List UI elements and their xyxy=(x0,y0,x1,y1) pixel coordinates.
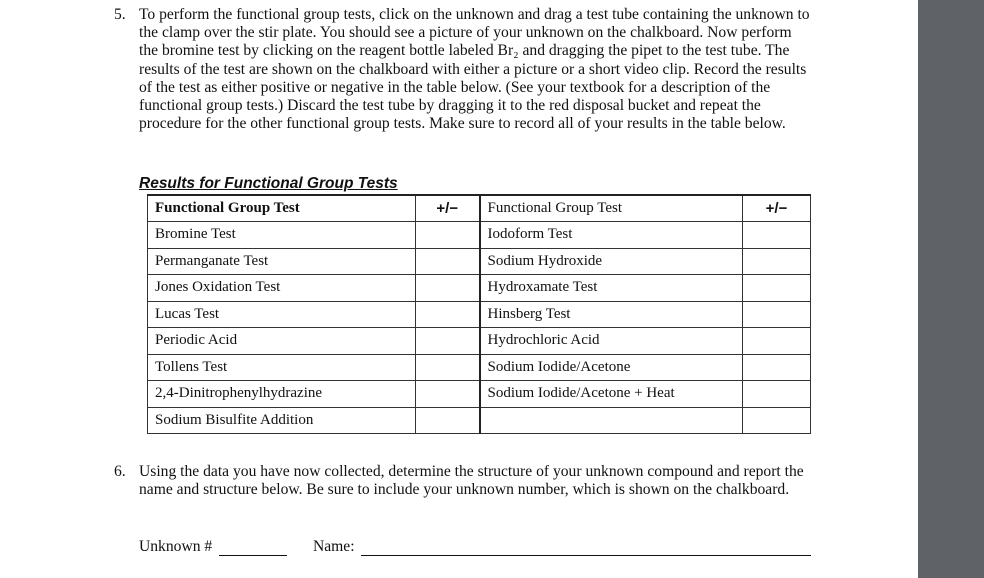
test-name-cell: Lucas Test xyxy=(148,301,416,328)
result-cell[interactable] xyxy=(743,275,811,302)
result-cell[interactable] xyxy=(743,222,811,249)
test-name-cell: Tollens Test xyxy=(148,354,416,381)
results-table-title: Results for Functional Group Tests xyxy=(139,175,398,192)
name-label: Name: xyxy=(313,538,355,555)
table-row xyxy=(148,222,811,249)
unknown-number-blank[interactable] xyxy=(219,555,287,556)
name-blank[interactable] xyxy=(361,555,811,556)
test-name-cell: Permanganate Test xyxy=(148,248,416,275)
result-cell[interactable] xyxy=(416,248,480,275)
table-header-cell: +/− xyxy=(416,195,480,222)
result-cell[interactable] xyxy=(743,301,811,328)
table-row xyxy=(148,301,811,328)
result-cell[interactable] xyxy=(743,354,811,381)
question-6-number: 6. xyxy=(114,463,126,480)
test-name-cell: Hinsberg Test xyxy=(480,301,743,328)
test-name-cell: Sodium Iodide/Acetone + Heat xyxy=(480,381,743,408)
table-row xyxy=(148,407,811,434)
table-row xyxy=(148,275,811,302)
result-cell[interactable] xyxy=(416,275,480,302)
test-name-cell xyxy=(480,407,743,434)
result-cell[interactable] xyxy=(743,248,811,275)
unknown-number-label: Unknown # xyxy=(139,538,213,555)
result-cell[interactable] xyxy=(416,381,480,408)
test-name-cell: Hydrochloric Acid xyxy=(480,328,743,355)
table-header-row xyxy=(148,195,811,222)
result-cell[interactable] xyxy=(416,222,480,249)
test-name-cell: 2,4-Dinitrophenylhydrazine xyxy=(148,381,416,408)
test-name-cell: Hydroxamate Test xyxy=(480,275,743,302)
viewer-gutter xyxy=(918,0,984,578)
test-name-cell: Periodic Acid xyxy=(148,328,416,355)
test-name-cell: Jones Oxidation Test xyxy=(148,275,416,302)
table-header-cell: +/− xyxy=(743,195,811,222)
result-cell[interactable] xyxy=(743,328,811,355)
table-header-cell: Functional Group Test xyxy=(148,195,416,222)
question-5-number: 5. xyxy=(114,6,126,23)
table-row xyxy=(148,248,811,275)
result-cell[interactable] xyxy=(416,407,480,434)
question-6-text: Using the data you have now collected, determine the structure of your unknown compound and report the name and structure below. Be sure to include your unknown number, which is shown on the chalkboard. xyxy=(139,463,804,499)
results-table xyxy=(147,194,811,434)
table-header-cell: Functional Group Test xyxy=(480,195,743,222)
result-cell[interactable] xyxy=(416,301,480,328)
table-row xyxy=(148,354,811,381)
test-name-cell: Sodium Bisulfite Addition xyxy=(148,407,416,434)
result-cell[interactable] xyxy=(743,407,811,434)
result-cell[interactable] xyxy=(416,354,480,381)
test-name-cell: Sodium Iodide/Acetone xyxy=(480,354,743,381)
result-cell[interactable] xyxy=(743,381,811,408)
test-name-cell: Iodoform Test xyxy=(480,222,743,249)
table-row xyxy=(148,381,811,408)
question-5-text: To perform the functional group tests, click on the unknown and drag a test tube containing the unknown to the clamp over the stir plate. You should see a picture of your unknown on the chalkboard. Now perform the bromine test by clicking on the reagent bottle labeled Br₂ and dragging the pipet to the test tube. The results of the test are shown on the chalkboard with either a picture or a short video clip. Record the results of the test as either positive or negative in the table below. (See your textbook for a description of the functional group tests.) Discard the test tube by dragging it to the red disposal bucket and repeat the procedure for the other functional group tests. Make sure to record all of your results in the table below. xyxy=(139,6,810,133)
table-row xyxy=(148,328,811,355)
test-name-cell: Bromine Test xyxy=(148,222,416,249)
test-name-cell: Sodium Hydroxide xyxy=(480,248,743,275)
result-cell[interactable] xyxy=(416,328,480,355)
